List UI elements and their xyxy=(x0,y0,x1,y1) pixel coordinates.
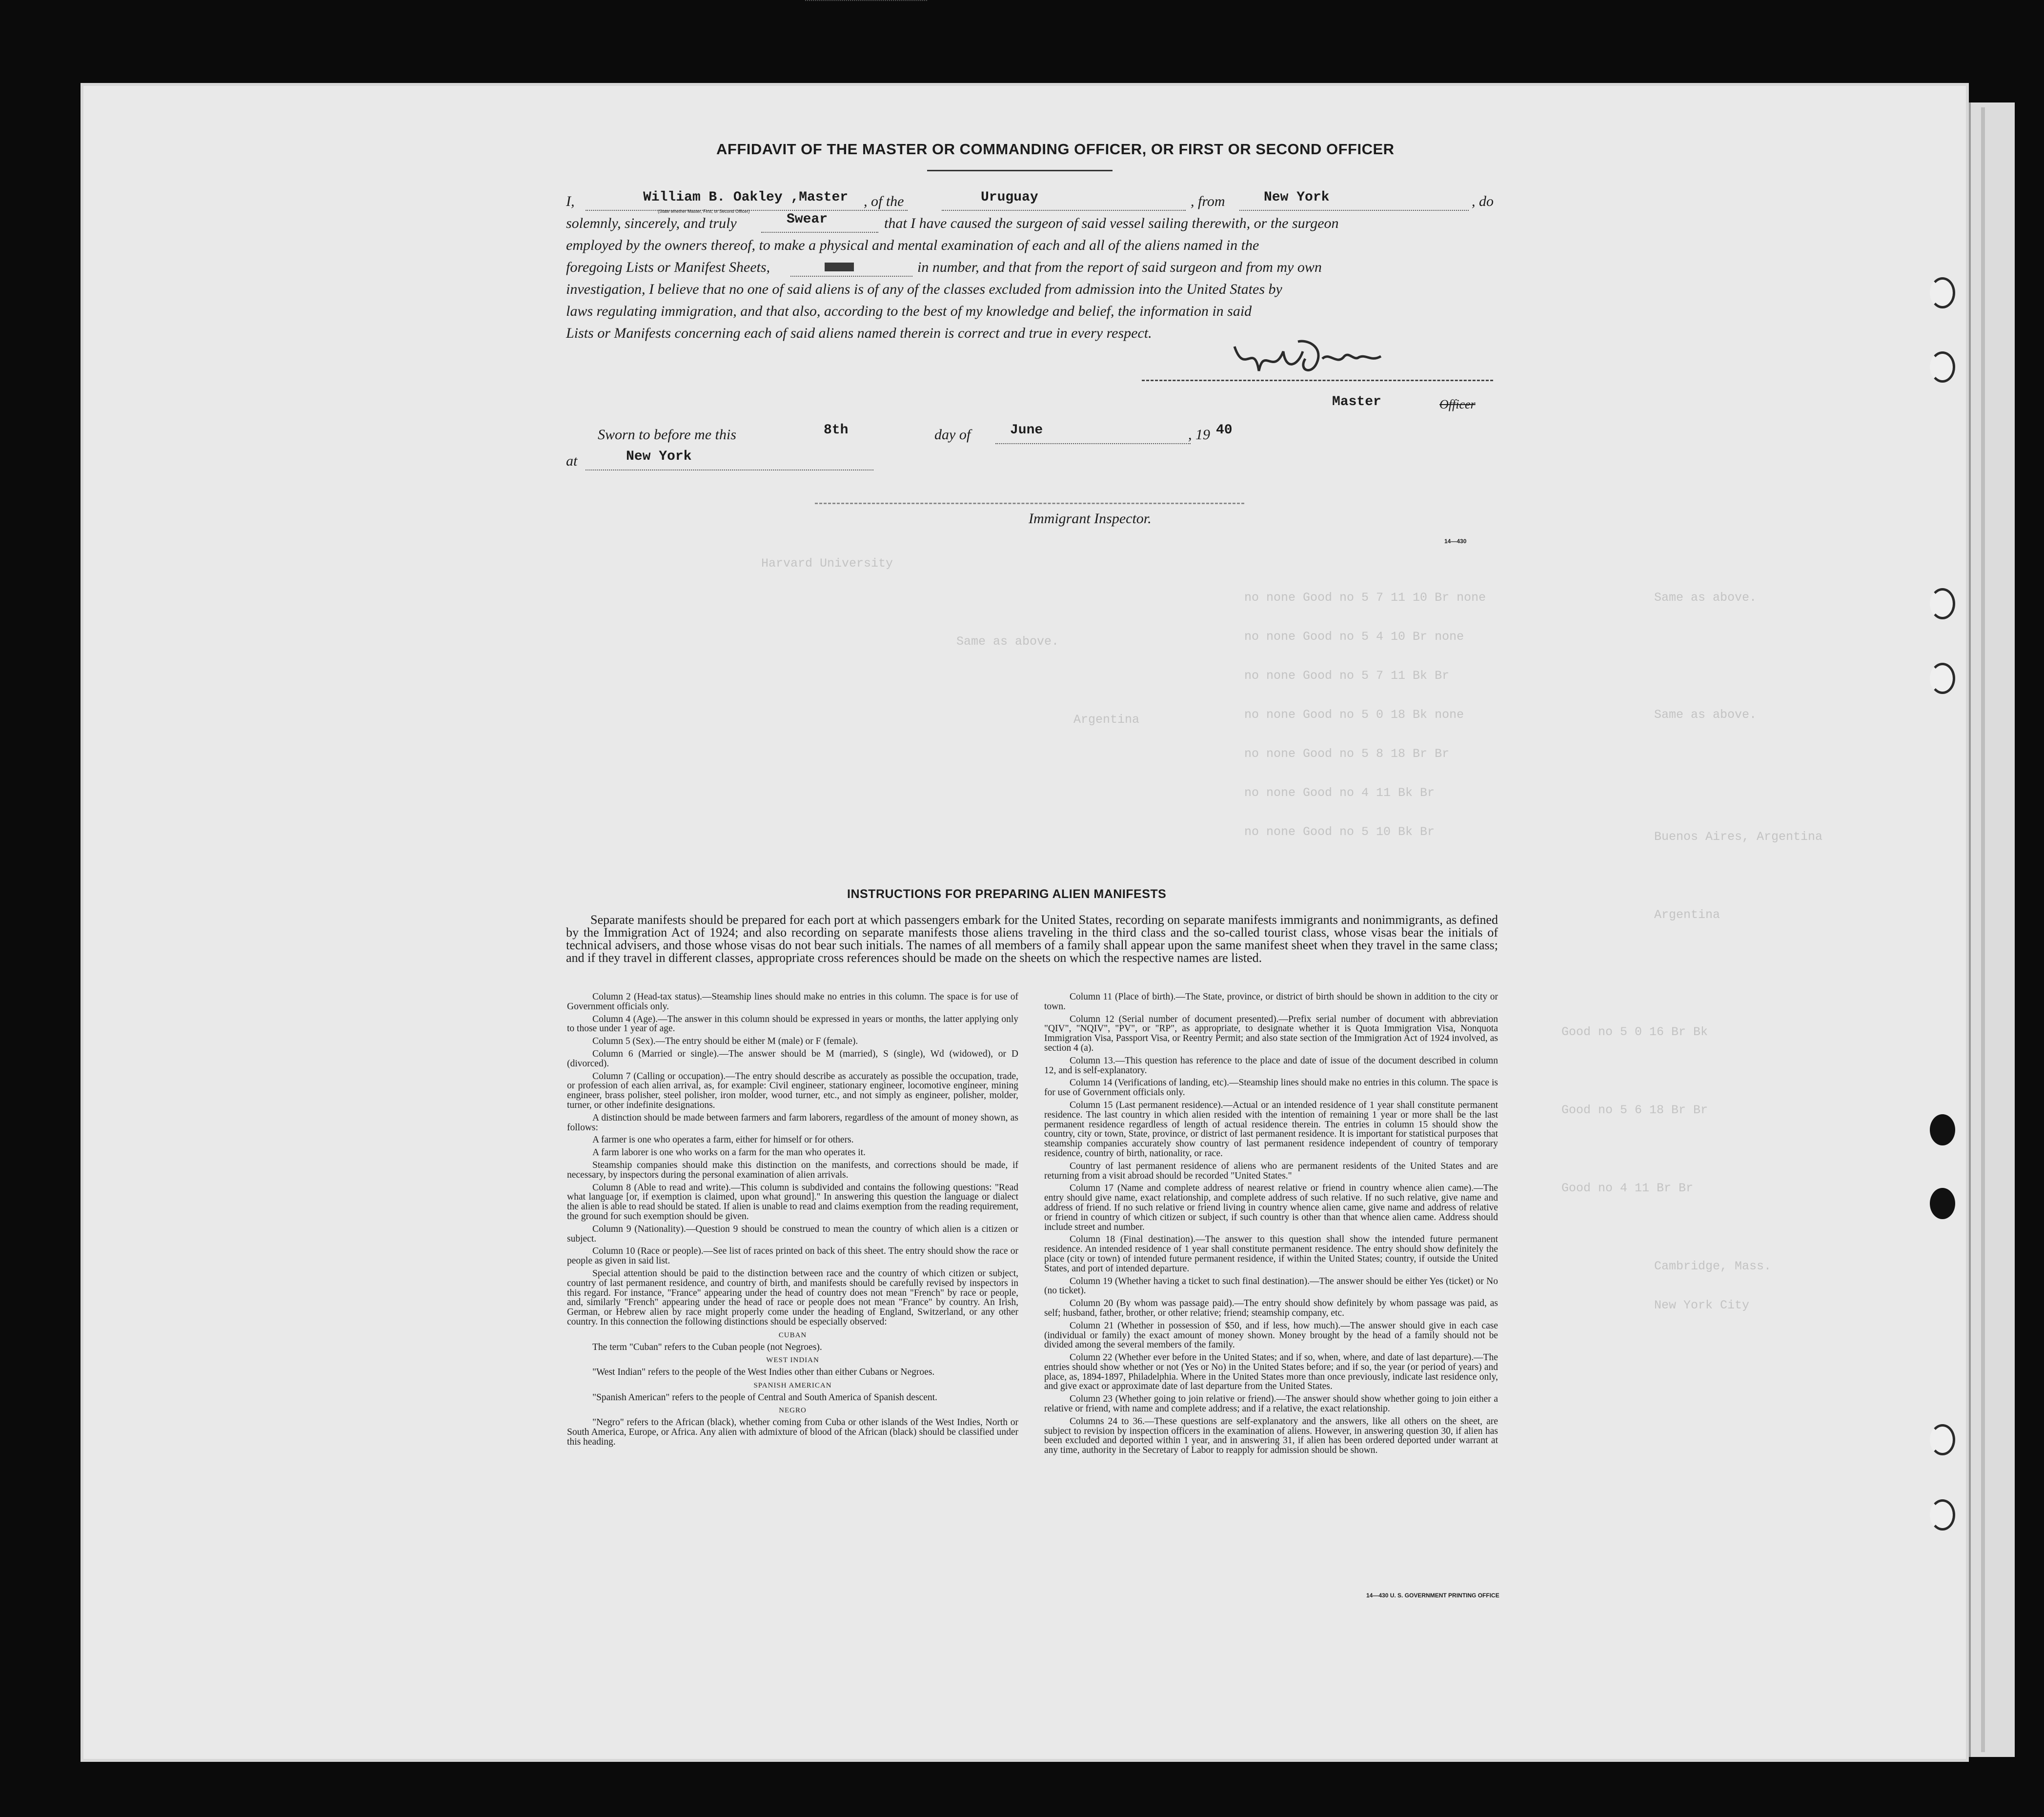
instruction-farm-laborer: A farm laborer is one who works on a farm for the man who operates it. xyxy=(592,1147,866,1158)
ghost-line: no none Good no 5 10 Bk Br xyxy=(1244,825,1435,839)
instruction-col19: Column 19 (Whether having a ticket to such final destination).—The answer should be either Yes (ticket) or No (no ticket). xyxy=(1044,1276,1498,1296)
instruction-col18: Column 18 (Final destination).—The answer to this question shall show the intended future permanent residence. An intended residence of 1 year shall constitute permanent residence. The entry should show definitely the place (city or town) of intended future permanent residence, if within the United States; country, if outside the United States, and port of intended departure. xyxy=(1044,1234,1498,1274)
binder-hole xyxy=(1930,351,1955,383)
oath-blank xyxy=(761,232,878,233)
instruction-col22: Column 22 (Whether ever before in the United States; and if so, when, where, and date of last departure).—The entries should show whether or not (Yes or No) in the United States before; and if so, the year (or period of years) and place, as, 1894-1897, Philadelphia. Where in the United States more than once previously, indicate last residence only, and give exact or approximate date of last departure from the United States. xyxy=(1044,1352,1498,1392)
instruction-col11: Column 11 (Place of birth).—The State, province, or district of birth should be shown in addition to the city or town. xyxy=(1044,992,1498,1012)
oath-word: Swear xyxy=(787,212,828,227)
master-name: William B. Oakley ,Master xyxy=(643,190,849,205)
binder-hole xyxy=(1930,1188,1955,1219)
affidavit-i: I, xyxy=(566,193,575,209)
instruction-col7: Column 7 (Calling or occupation).—The entry should describe as accurately as possible the occupation, trade, or profession of each alien arrival, as, for example: Civil engineer, stationary engineer, locomotive engineer, mining engineer, brass polisher, steel polisher, iron molder, wood turner, etc., and not simply as engineer, polisher, molder, turner, or other indefinite designations. xyxy=(567,1071,1018,1110)
year-prefix: , 19 xyxy=(1188,427,1210,443)
instructions-right-column xyxy=(1044,992,1498,1458)
year-suffix: 40 xyxy=(1216,423,1233,438)
instruction-col8: Column 8 (Able to read and write).—This column is subdivided and contains the following questions: "Read what language [or, if exemption is claimed, upon what ground]." In answering this question the language or dialect the alien is able to read should be stated. If alien is unable to read and claims exemption from the reading requirement, the ground for such exemption should be given. xyxy=(567,1182,1018,1222)
instruction-col24-36: Columns 24 to 36.—These questions are self-explanatory and the answers, like all others on the sheet, are subject to revision by inspection officers in the examination of aliens. However, in answering question 30, if alien has been excluded and deported within 1 year, and in answering 31, if alien has been ordered deported under warrant at any time, authority in the Secretary of Labor to reapply for admission should be shown. xyxy=(1044,1416,1498,1456)
instruction-col5: Column 5 (Sex).—The entry should be either M (male) or F (female). xyxy=(592,1036,858,1047)
affidavit-title: AFFIDAVIT OF THE MASTER OR COMMANDING OFFICER, OR FIRST OR SECOND OFFICER xyxy=(716,141,1395,158)
ghost-line: no none Good no 4 11 Bk Br xyxy=(1244,786,1435,800)
ghost-line: Good no 5 0 16 Br Bk xyxy=(1561,1025,1708,1039)
redacted-count xyxy=(825,263,854,271)
binder-hole xyxy=(1930,588,1955,619)
at-text: at xyxy=(566,453,578,469)
instruction-col21: Column 21 (Whether in possession of $50, and if less, how much).—The answer should give in each case (individual or family) the exact amount of money shown. Money brought by the head of a family should not be divided among the several members of the family. xyxy=(1044,1320,1498,1350)
affidavit-line5: investigation, I believe that no one of said aliens is of any of the classes excluded from admission into the United States by xyxy=(566,281,1282,297)
do-text: , do xyxy=(1472,193,1494,209)
ghost-line: no none Good no 5 0 18 Bk none xyxy=(1244,708,1464,722)
cuban-text: The term "Cuban" refers to the Cuban people (not Negroes). xyxy=(592,1342,822,1352)
port-blank xyxy=(1239,210,1469,211)
ghost-line: New York City xyxy=(1654,1298,1750,1312)
page-edge-stack xyxy=(1969,102,2015,1757)
ghost-line: Same as above. xyxy=(1654,591,1757,605)
ghost-line: no none Good no 5 7 11 10 Br none xyxy=(1244,591,1486,605)
sworn-month: June xyxy=(1010,423,1043,438)
ghost-line: Argentina xyxy=(1654,908,1720,922)
ghost-line: Same as above. xyxy=(1654,708,1757,722)
instruction-col6: Column 6 (Married or single).—The answer should be M (married), S (single), Wd (widowed), or D (divorced). xyxy=(567,1048,1018,1069)
ghost-line: no none Good no 5 8 18 Br Br xyxy=(1244,747,1450,761)
day-blank xyxy=(805,0,927,1)
instruction-col12: Column 12 (Serial number of document presented).—Prefix serial number of document with abbreviation "QIV", "NQIV", "PV", or "RP", as appropriate, to designate whether it is Quota Immigration Visa, Nonquota Immigration Visa, Passport Visa, or Reentry Permit; and also state section of the Immigration Act of 1924 involved, as section 4 (a). xyxy=(1044,1014,1498,1053)
instruction-col14: Column 14 (Verifications of landing, etc).—Steamship lines should make no entries in this column. The space is for use of Government officials only. xyxy=(1044,1078,1498,1098)
instructions-intro xyxy=(566,914,1498,964)
instruction-col13: Column 13.—This question has reference to the place and date of issue of the document described in column 12, and is self-explanatory. xyxy=(1044,1055,1498,1076)
ghost-line: Good no 4 11 Br Br xyxy=(1561,1181,1694,1195)
instruction-col10: Column 10 (Race or people).—See list of races printed on back of this sheet. The entry should show the race or people as given in said list. xyxy=(567,1246,1018,1266)
ghost-line: no none Good no 5 7 11 Bk Br xyxy=(1244,669,1450,683)
ghost-line: Cambridge, Mass. xyxy=(1654,1259,1772,1273)
sheets-count-blank xyxy=(790,276,912,277)
ghost-line: Harvard University xyxy=(761,556,893,571)
inspector-label: Immigrant Inspector. xyxy=(1029,510,1152,527)
ghost-line: Good no 5 6 18 Br Br xyxy=(1561,1103,1708,1117)
instruction-col20: Column 20 (By whom was passage paid).—The entry should show definitely by whom passage was paid, as self; husband, father, brother, or other relative; friend; steamship company, etc. xyxy=(1044,1298,1498,1318)
affidavit-line6: laws regulating immigration, and that also, according to the best of my knowledge and belief, the information in said xyxy=(566,303,1252,319)
instruction-col23: Column 23 (Whether going to join relative or friend).—The answer should show whether going to join either a relative or friend, with name and complete address; and if a relative, the exact relationship. xyxy=(1044,1394,1498,1414)
cuban-heading: CUBAN xyxy=(778,1331,807,1339)
from-text: , from xyxy=(1191,193,1225,209)
signer-title: Master xyxy=(1332,394,1381,409)
vessel-blank xyxy=(942,210,1186,211)
affidavit-line2a: solemnly, sincerely, and truly xyxy=(566,215,737,231)
instruction-col2: Column 2 (Head-tax status).—Steamship lines should make no entries in this column. The space is for use of Government officials only. xyxy=(567,992,1018,1012)
instruction-country-residence: Country of last permanent residence of aliens who are permanent residents of the United States and are returning from a visit abroad should be recorded "United States." xyxy=(1044,1161,1498,1181)
officer-struck: Officer xyxy=(1439,397,1476,411)
binder-hole xyxy=(1930,277,1955,308)
at-place: New York xyxy=(626,449,692,464)
instruction-col15: Column 15 (Last permanent residence).—Actual or an intended residence of 1 year shall constitute permanent residence. The last country in which alien resided with the intention of remaining 1 year or more shall be the last permanent residence regardless of length of actual residence therein. The entries in column 15 should show the country, city or town, State, province, or district of last permanent residence. It is important for statistical purposes that steamship companies accurately show country of last permanent residence independent of country of temporary residence, country of birth, nationality, or race. xyxy=(1044,1100,1498,1159)
page-edge-line xyxy=(1981,107,1985,1752)
of-the-text: , of the xyxy=(864,193,904,209)
instructions-left-column xyxy=(567,992,1018,1450)
binder-hole xyxy=(1930,1424,1955,1455)
west-indian-heading: WEST INDIAN xyxy=(766,1356,819,1365)
instruction-col4: Column 4 (Age).—The answer in this column should be expressed in years or months, the latter applying only to those under 1 year of age. xyxy=(567,1014,1018,1034)
printer-imprint: 14—430 U. S. GOVERNMENT PRINTING OFFICE xyxy=(1366,1592,1499,1599)
negro-text: "Negro" refers to the African (black), whether coming from Cuba or other islands of the West Indies, North or South America, Europe, or Africa. Any alien with admixture of blood of the African (black) should be classified under this heading. xyxy=(567,1417,1018,1447)
master-signature xyxy=(1225,332,1400,386)
affidavit-line4b: in number, and that from the report of said surgeon and from my own xyxy=(917,259,1322,275)
sworn-day: 8th xyxy=(824,423,849,438)
state-note: (State whether Master, First, or Second Officer) xyxy=(658,209,750,214)
port-name: New York xyxy=(1264,190,1330,205)
ghost-line: Buenos Aires, Argentina xyxy=(1654,830,1823,844)
form-number: 14—430 xyxy=(1444,538,1467,545)
day-of-text: day of xyxy=(934,427,971,443)
spanish-american-heading: SPANISH AMERICAN xyxy=(753,1381,832,1389)
ghost-line: no none Good no 5 4 10 Br none xyxy=(1244,630,1464,644)
negro-heading: NEGRO xyxy=(779,1407,807,1415)
binder-hole xyxy=(1930,663,1955,694)
instruction-col17: Column 17 (Name and complete address of nearest relative or friend in country whence alien came).—The entry should give name, exact relationship, and complete address of such relative. If no such relative, give name and address of friend. If no such relative or friend living in country whence alien came, give name and address of relative or friend in country of which citizen or subject, if such country is other than that whence alien came. Address should include street and number. xyxy=(1044,1183,1498,1232)
instruction-special-attention: Special attention should be paid to the distinction between race and the country of which citizen or subject, country of last permanent residence, and country of birth, and manifests should be carefully revised by inspectors in this regard. For instance, "France" appearing under the head of country does not mean "French" by race or people, and, similarly "French" appearing under the head of race or people does not mean "France" by country. An Irish, German, or Hebrew alien by race might properly come under the heading of England, Switzerland, or any other country. In this connection the following distinctions should be especially observed: xyxy=(567,1268,1018,1327)
sworn-text: Sworn to before me this xyxy=(598,427,736,443)
ghost-line: Same as above. xyxy=(956,634,1059,649)
instruction-steamship: Steamship companies should make this distinction on the manifests, and corrections should be made, if necessary, by inspectors during the personal examination of alien arrivals. xyxy=(567,1160,1018,1180)
vessel-name: Uruguay xyxy=(981,190,1038,205)
inspector-signature-line xyxy=(815,503,1244,504)
instruction-farm-distinction: A distinction should be made between farmers and farm laborers, regardless of the amount of money shown, as follows: xyxy=(567,1112,1018,1133)
affidavit-line2b: that I have caused the surgeon of said vessel sailing therewith, or the surgeon xyxy=(884,215,1339,231)
title-rule xyxy=(927,170,1113,171)
instruction-farmer: A farmer is one who operates a farm, either for himself or for others. xyxy=(592,1135,854,1145)
affidavit-line3: employed by the owners thereof, to make a physical and mental examination of each and all of the aliens named in the xyxy=(566,237,1259,253)
intro-text: Separate manifests should be prepared for each port at which passengers embark for the United States, recording on separate manifests immigrants and nonimmigrants, as defined by the Immigration Act of 1924; and also recording on separate manifests those aliens traveling in the third class and the so-called tourist class, whose visas bear the initials of technical advisers, and those whose visas do not bear such initials. The names of all members of a family shall appear upon the same manifest sheet when they travel in the same class; and if they travel in different classes, appropriate cross references should be made on the sheets on which the respective names are listed. xyxy=(566,913,1498,965)
signature-line xyxy=(1142,380,1493,381)
affidavit-line4a: foregoing Lists or Manifest Sheets, xyxy=(566,259,770,275)
spanish-american-text: "Spanish American" refers to the people of Central and South America of Spanish descent. xyxy=(592,1392,937,1403)
west-indian-text: "West Indian" refers to the people of the West Indies other than either Cubans or Negroes. xyxy=(592,1367,935,1378)
ghost-line: Argentina xyxy=(1073,713,1140,727)
instructions-title: INSTRUCTIONS FOR PREPARING ALIEN MANIFESTS xyxy=(847,887,1167,901)
binder-hole xyxy=(1930,1499,1955,1531)
month-blank xyxy=(995,443,1191,444)
binder-hole xyxy=(1930,1114,1955,1145)
affidavit-line7: Lists or Manifests concerning each of said aliens named therein is correct and true in every respect. xyxy=(566,325,1152,341)
instruction-col9: Column 9 (Nationality).—Question 9 should be construed to mean the country of which alien is a citizen or subject. xyxy=(567,1224,1018,1244)
